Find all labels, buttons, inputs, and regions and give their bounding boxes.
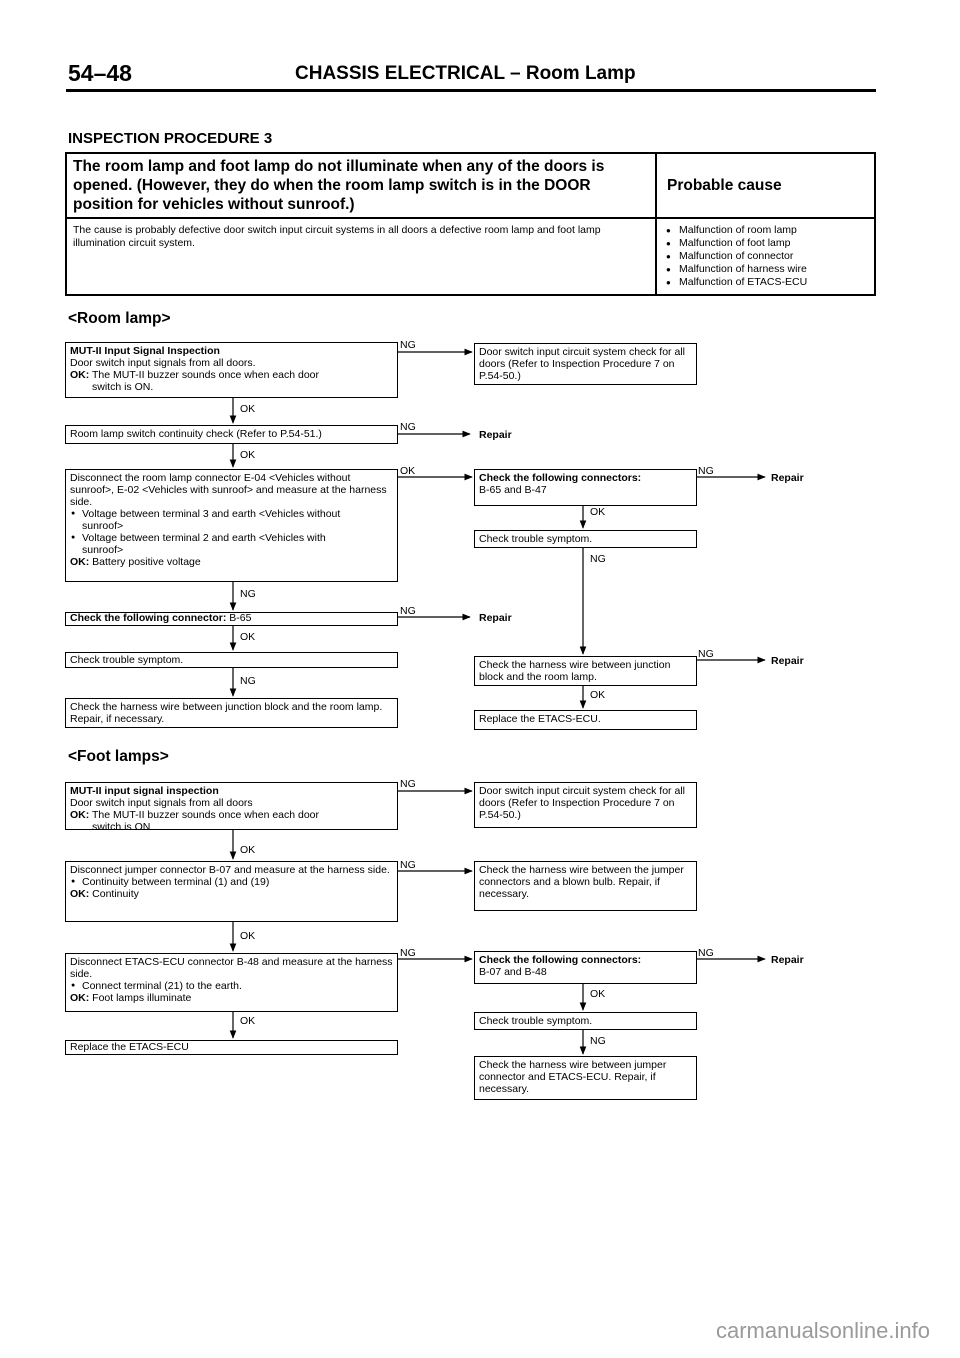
watermark: carmanualsonline.info (715, 1318, 930, 1343)
step-title: MUT-II input signal inspection (70, 785, 219, 797)
ok-criteria-label: OK: (70, 556, 90, 568)
room-lamp-switch-continuity-check: Room lamp switch continuity check (Refer to P.54-51.) (65, 425, 398, 444)
step-text: Disconnect ETACS-ECU connector B-48 and measure at the harness side. (70, 956, 393, 980)
connector-id: B-07 and B-48 (479, 966, 547, 978)
step-title: MUT-II Input Signal Inspection (70, 345, 220, 357)
ok-label: OK (590, 506, 606, 518)
ok-criteria-cont: switch is ON. (92, 381, 154, 393)
room-repair-4: Repair (771, 655, 804, 667)
check-bullet: ● Voltage between terminal 3 and earth <Vehicles without (70, 508, 393, 520)
room-right-check-trouble-symptom: Check trouble symptom. (474, 530, 697, 548)
ok-label: OK (590, 988, 606, 1000)
ok-label: OK (240, 930, 256, 942)
symptom-description: The cause is probably defective door switch input circuit systems in all doors a defective room lamp and foot lamp illumination circuit system. (66, 218, 656, 295)
ok-label: OK (240, 1015, 256, 1027)
foot-jumper-connector-check (65, 861, 398, 922)
ok-criteria: Battery positive voltage (92, 556, 201, 568)
room-repair-1: Repair (479, 429, 512, 441)
ng-label: NG (400, 339, 416, 351)
step-title: Check the following connectors: (479, 954, 642, 966)
ng-label: NG (400, 605, 416, 617)
ng-label: NG (698, 648, 714, 660)
ok-criteria: Continuity (92, 888, 139, 900)
cause-item: ● Malfunction of foot lamp (663, 237, 868, 250)
room-repair-2: Repair (479, 612, 512, 624)
check-bullet: ● Voltage between terminal 2 and earth <Vehicles with (70, 532, 393, 544)
ok-criteria-label: OK: (70, 992, 90, 1004)
ok-criteria: The MUT-II buzzer sounds once when each door (91, 369, 320, 381)
ng-label: NG (400, 859, 416, 871)
symptom-heading: The room lamp and foot lamp do not illuminate when any of the doors is opened. (However, they do when the room lamp switch is in the DOOR position for vehicles without sunroof.) (66, 153, 656, 218)
room-lamp-heading: <Room lamp> (68, 310, 171, 327)
ok-label: OK (240, 844, 256, 856)
foot-step-mut-input-signal (65, 782, 398, 833)
room-connector-b65-check (65, 612, 398, 626)
foot-repair-1: Repair (771, 954, 804, 966)
ng-label: NG (590, 1035, 606, 1047)
step-text: Disconnect the room lamp connector E-04 <Vehicles without sunroof>, E-02 <Vehicles with sunroof> and measure at the harness side. (70, 472, 387, 508)
ng-label: NG (400, 421, 416, 433)
room-connectors-b65-b47-check (474, 469, 697, 506)
foot-etacs-connector-check (65, 953, 398, 1012)
cause-item: ● Malfunction of room lamp (663, 224, 868, 237)
ok-label: OK (240, 403, 256, 415)
ok-label: OK (590, 689, 606, 701)
probable-cause-heading: Probable cause (656, 153, 875, 218)
ok-criteria: The MUT-II buzzer sounds once when each door (91, 809, 320, 821)
room-replace-etacs-ecu: Replace the ETACS-ECU. (474, 710, 697, 730)
connector-id: B-65 (229, 612, 252, 624)
ng-label: NG (698, 465, 714, 477)
step-title: Check the following connector: (70, 612, 227, 624)
room-step-mut-input-signal (65, 342, 398, 398)
room-door-switch-check: Door switch input circuit system check for all doors (Refer to Inspection Procedure 7 on P.54-50.) (474, 343, 697, 385)
room-check-trouble-symptom: Check trouble symptom. (65, 652, 398, 668)
ok-criteria-label: OK: (70, 888, 90, 900)
procedure-title: INSPECTION PROCEDURE 3 (68, 130, 273, 147)
check-bullet: ● Connect terminal (21) to the earth. (70, 980, 393, 992)
foot-jumper-harness-bulb-check: Check the harness wire between the jumper connectors and a blown bulb. Repair, if necessary. (474, 861, 697, 911)
ok-label: OK (400, 465, 416, 477)
ng-label: NG (590, 553, 606, 565)
check-bullet-cont: sunroof> (82, 544, 124, 556)
page-title: CHASSIS ELECTRICAL – Room Lamp (295, 63, 636, 84)
ng-label: NG (698, 947, 714, 959)
ng-label: NG (400, 778, 416, 790)
foot-lamps-heading: <Foot lamps> (68, 748, 169, 765)
ok-criteria-cont: switch is ON. (92, 821, 154, 833)
foot-connectors-b07-b48-check (474, 951, 697, 984)
room-repair-3: Repair (771, 472, 804, 484)
ng-label: NG (400, 947, 416, 959)
step-text: Door switch input signals from all doors (70, 797, 253, 809)
ok-criteria-label: OK: (70, 809, 90, 821)
foot-check-trouble-symptom: Check trouble symptom. (474, 1012, 697, 1030)
step-title: Check the following connectors: (479, 472, 642, 484)
ok-label: OK (240, 449, 256, 461)
cause-item: ● Malfunction of connector (663, 250, 868, 263)
check-bullet: ● Continuity between terminal (1) and (19) (70, 876, 393, 888)
check-bullet-cont: sunroof> (82, 520, 124, 532)
ok-label: OK (240, 631, 256, 643)
connector-id: B-65 and B-47 (479, 484, 547, 496)
foot-harness-ecu-check: Check the harness wire between jumper connector and ETACS-ECU. Repair, if necessary. (474, 1056, 697, 1100)
ok-criteria: Foot lamps illuminate (92, 992, 192, 1004)
page-number: 54–48 (68, 60, 132, 86)
cause-item: ● Malfunction of harness wire (663, 263, 868, 276)
room-junction-harness-check: Check the harness wire between junction block and the room lamp. (474, 656, 697, 686)
ng-label: NG (240, 675, 256, 687)
foot-door-switch-check: Door switch input circuit system check for all doors (Refer to Inspection Procedure 7 on P.54-50.) (474, 782, 697, 828)
ng-label: NG (240, 588, 256, 600)
step-text: Door switch input signals from all doors. (70, 357, 256, 369)
ok-criteria-label: OK: (70, 369, 90, 381)
step-text: Disconnect jumper connector B-07 and measure at the harness side. (70, 864, 390, 876)
cause-item: ● Malfunction of ETACS-ECU (663, 276, 868, 289)
foot-replace-etacs-ecu: Replace the ETACS-ECU (65, 1040, 398, 1055)
room-lamp-connector-voltage-check (65, 469, 398, 582)
room-harness-wire-check: Check the harness wire between junction block and the room lamp. Repair, if necessary. (65, 698, 398, 728)
